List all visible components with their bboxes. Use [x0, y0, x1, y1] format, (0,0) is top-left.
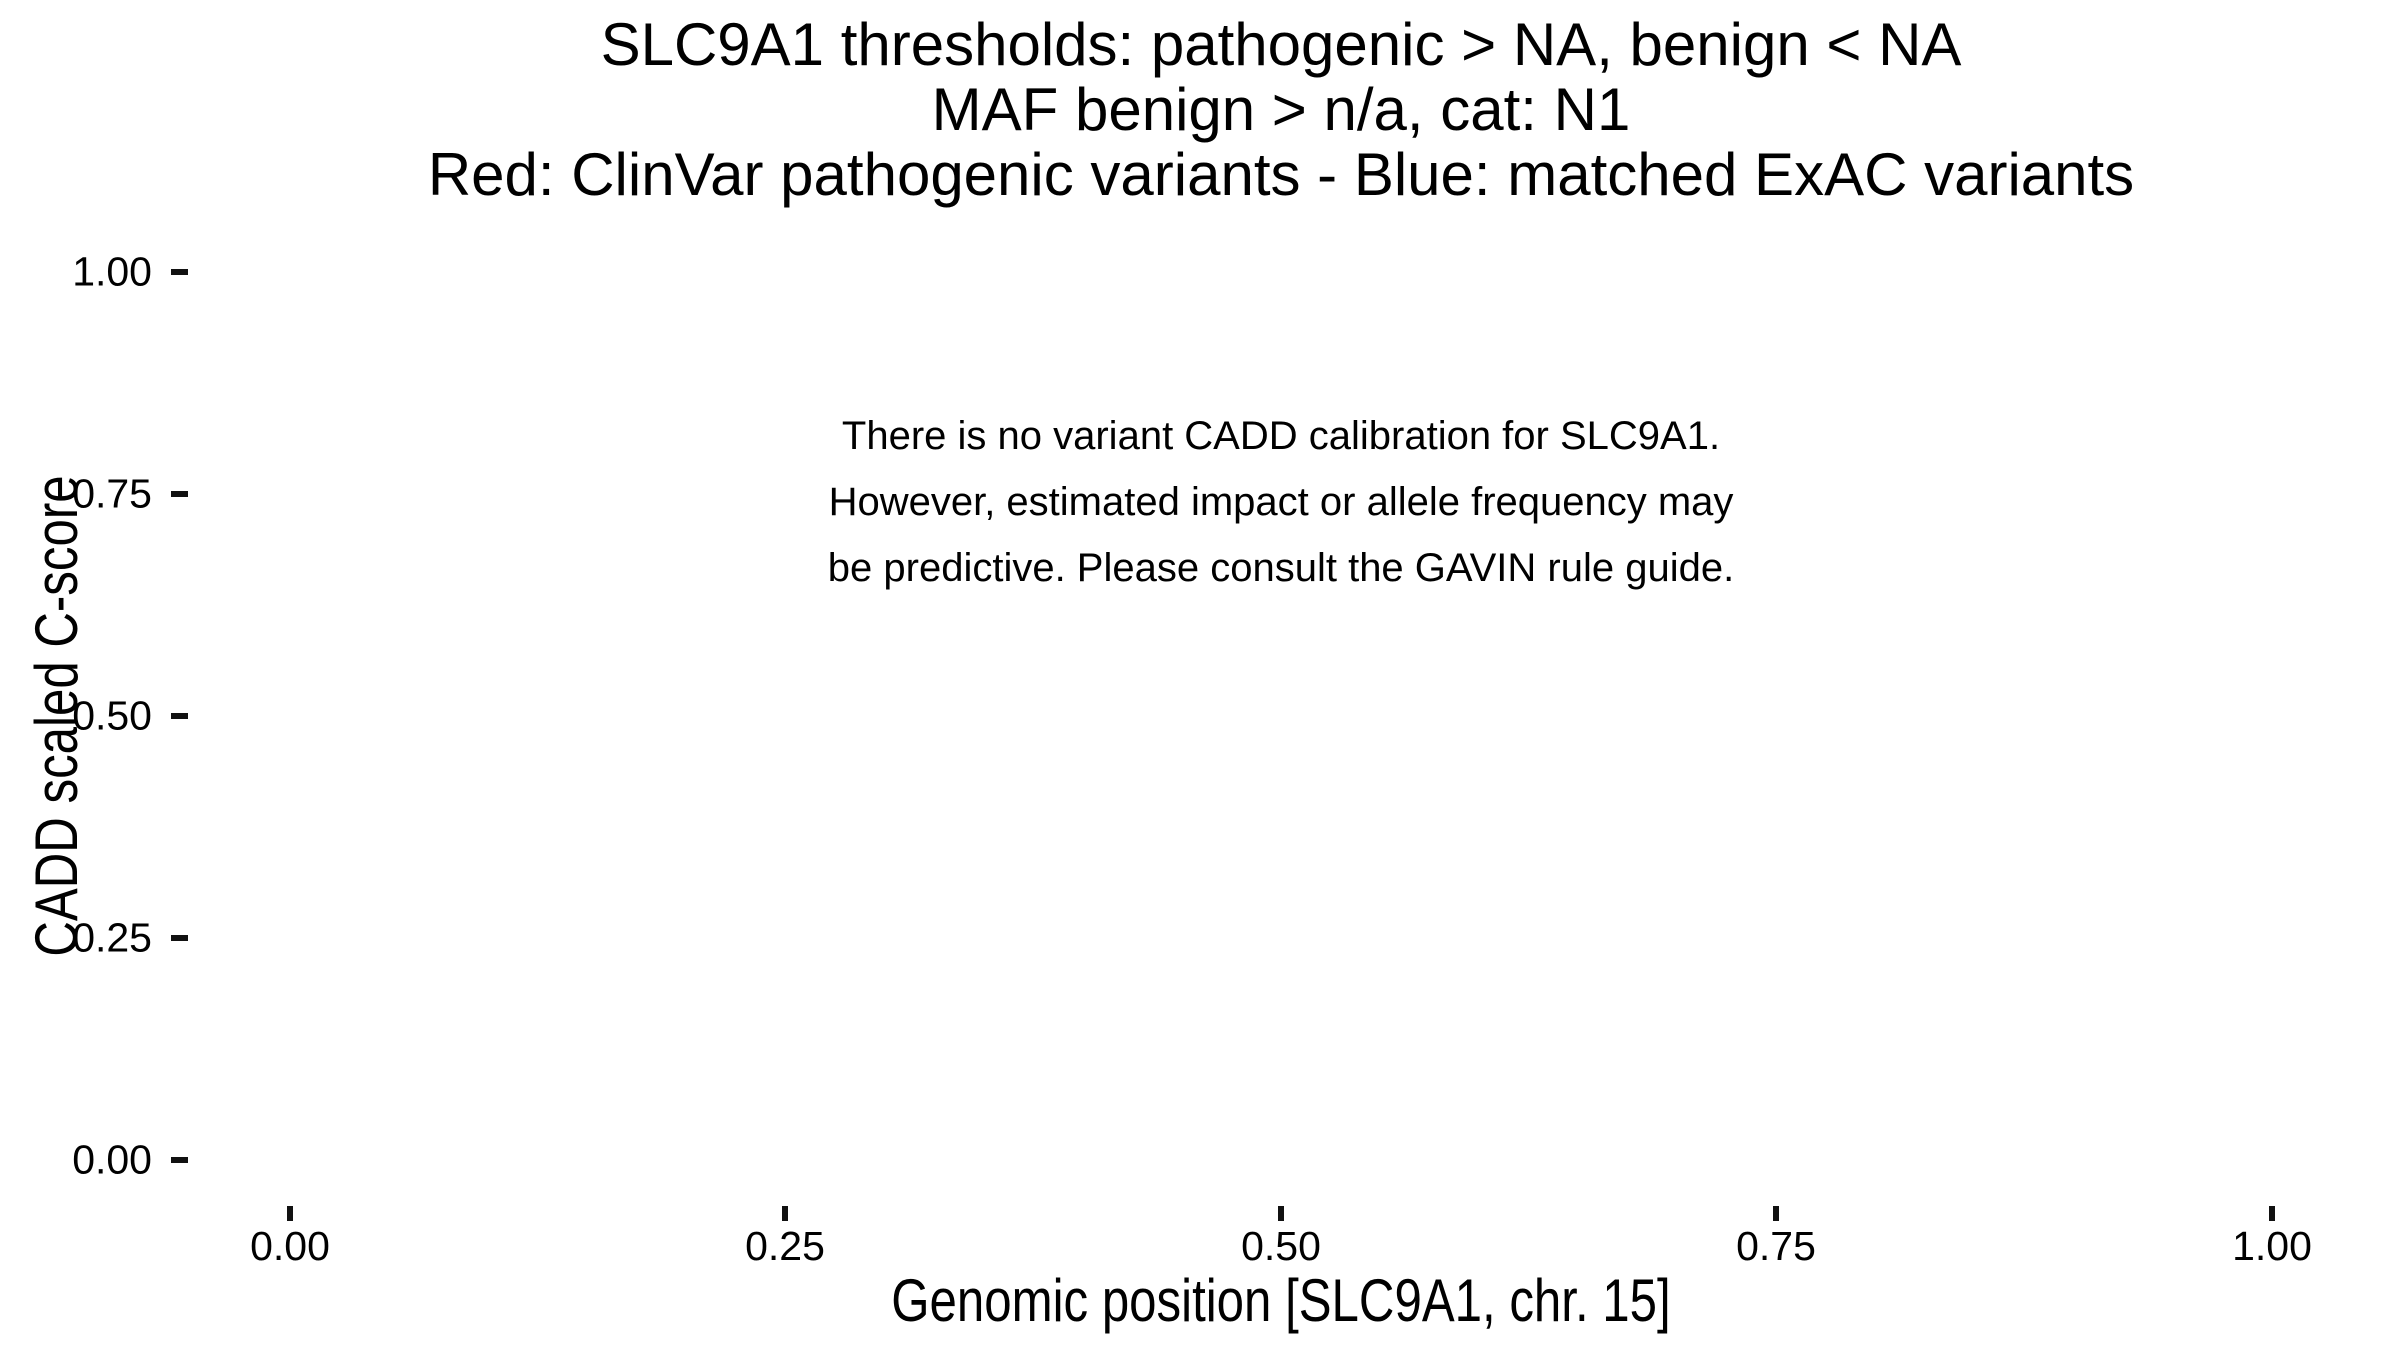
- y-tick-label: 0.50: [72, 692, 152, 739]
- x-tick-mark: [2269, 1206, 2275, 1221]
- x-tick-label: 1.00: [2232, 1223, 2312, 1269]
- annotation-line-1: There is no variant CADD calibration for SLC9A1.: [841, 414, 1721, 458]
- x-tick-mark: [1773, 1206, 1779, 1221]
- x-tick-label: 0.75: [1736, 1223, 1816, 1269]
- annotation-line-3: be predictive. Please consult the GAVIN rule guide.: [827, 546, 1735, 590]
- y-axis-title: CADD scaled C-score: [23, 475, 90, 957]
- plot-title-line-2: MAF benign > n/a, cat: N1: [931, 76, 1631, 143]
- x-tick-mark: [1278, 1206, 1284, 1221]
- x-tick-label: 0.25: [745, 1223, 825, 1269]
- no-calibration-annotation: [181, 403, 2381, 601]
- plot-title-line-3: Red: ClinVar pathogenic variants - Blue: matched ExAC variants: [427, 141, 2135, 208]
- y-tick-mark: [171, 1157, 188, 1163]
- annotation-line-2: However, estimated impact or allele frequency may: [828, 480, 1734, 524]
- x-tick-mark: [782, 1206, 788, 1221]
- x-tick-mark: [287, 1206, 293, 1221]
- y-tick-mark: [171, 491, 188, 497]
- y-tick-label: 0.75: [72, 470, 152, 517]
- y-tick-mark: [171, 269, 188, 275]
- y-tick-mark: [171, 935, 188, 941]
- y-tick-mark: [171, 713, 188, 719]
- plot-title: [181, 12, 2381, 207]
- y-tick-label: 0.25: [72, 914, 152, 961]
- plot-title-line-1: SLC9A1 thresholds: pathogenic > NA, benign < NA: [600, 11, 1962, 78]
- y-tick-label: 1.00: [72, 248, 152, 295]
- x-tick-label: 0.50: [1241, 1223, 1321, 1269]
- x-axis-title: Genomic position [SLC9A1, chr. 15]: [891, 1267, 1671, 1334]
- y-tick-label: 0.00: [72, 1136, 152, 1183]
- x-tick-label: 0.00: [250, 1223, 330, 1269]
